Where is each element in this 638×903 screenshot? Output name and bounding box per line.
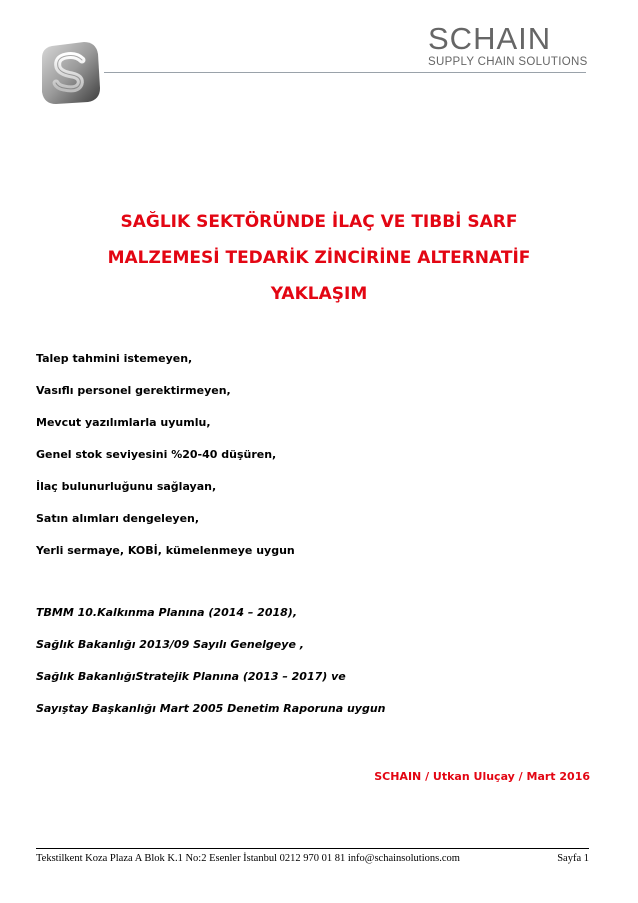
signature: SCHAIN / Utkan Uluçay / Mart 2016 <box>374 770 590 783</box>
schain-s-logo-icon <box>40 40 102 106</box>
document-title <box>36 204 602 312</box>
brand-tagline: SUPPLY CHAIN SOLUTIONS <box>428 56 588 68</box>
feature-item: Yerli sermaye, KOBİ, kümelenmeye uygun <box>36 544 295 557</box>
feature-item: Vasıflı personel gerektirmeyen, <box>36 384 231 397</box>
reference-item: Sağlık BakanlığıStratejik Planına (2013 – 2017) ve <box>36 670 346 683</box>
reference-item: Sayıştay Başkanlığı Mart 2005 Denetim Raporuna uygun <box>36 702 386 715</box>
page-footer <box>36 853 589 864</box>
reference-item: TBMM 10.Kalkınma Planına (2014 – 2018), <box>36 606 298 619</box>
reference-item: Sağlık Bakanlığı 2013/09 Sayılı Genelgeye , <box>36 638 304 651</box>
title-line: SAĞLIK SEKTÖRÜNDE İLAÇ VE TIBBİ SARF <box>120 212 518 232</box>
footer-divider <box>36 848 589 849</box>
title-line: YAKLAŞIM <box>270 284 368 304</box>
header-divider <box>104 72 586 73</box>
feature-item: Talep tahmini istemeyen, <box>36 352 193 365</box>
feature-list <box>36 352 596 576</box>
footer-address: Tekstilkent Koza Plaza A Blok K.1 No:2 Esenler İstanbul 0212 970 01 81 info@schainsolutions.com <box>36 853 460 864</box>
feature-item: İlaç bulunurluğunu sağlayan, <box>36 480 217 493</box>
brand-block <box>428 22 588 68</box>
reference-list <box>36 606 596 734</box>
brand-name: SCHAIN <box>428 21 552 56</box>
page-number: Sayfa 1 <box>557 853 589 864</box>
title-line: MALZEMESİ TEDARİK ZİNCİRİNE ALTERNATİF <box>107 248 531 268</box>
feature-item: Mevcut yazılımlarla uyumlu, <box>36 416 211 429</box>
feature-item: Genel stok seviyesini %20-40 düşüren, <box>36 448 277 461</box>
feature-item: Satın alımları dengeleyen, <box>36 512 200 525</box>
